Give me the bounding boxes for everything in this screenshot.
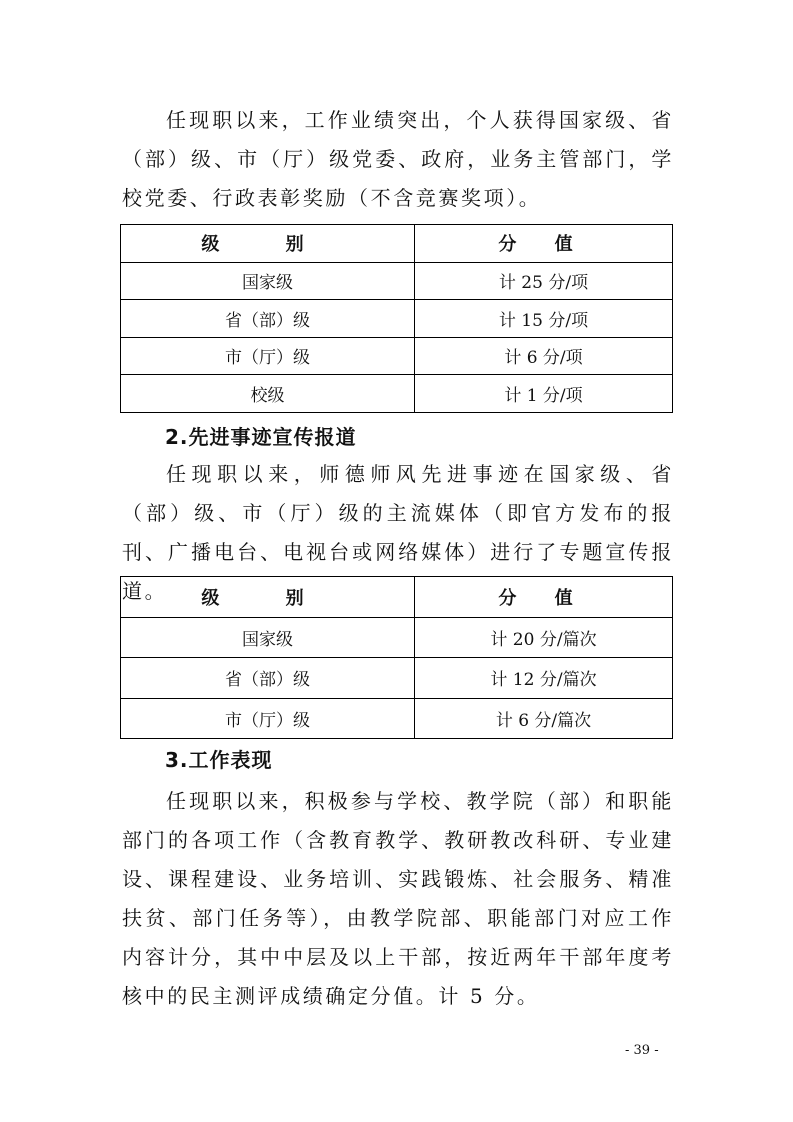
level-cell: 国家级 <box>121 262 415 300</box>
level-cell: 省（部）级 <box>121 300 415 338</box>
level-cell: 省（部）级 <box>121 658 415 699</box>
header-level: 级 别 <box>121 577 415 618</box>
table-header-row <box>121 577 673 618</box>
section2-heading: 2.先进事迹宣传报道 <box>165 425 357 449</box>
header-score: 分 值 <box>415 225 673 263</box>
level-cell: 市（厅）级 <box>121 337 415 375</box>
table-row <box>121 337 673 375</box>
page-number: - 39 - <box>625 1043 659 1058</box>
score-cell: 计 20 分/篇次 <box>415 617 673 658</box>
media-report-score-table <box>120 576 673 739</box>
table-row <box>121 262 673 300</box>
award-score-table <box>120 224 673 413</box>
level-cell: 国家级 <box>121 617 415 658</box>
score-cell: 计 1 分/项 <box>415 375 673 413</box>
score-cell: 计 12 分/篇次 <box>415 658 673 699</box>
section2-paragraph: 任现职以来，师德师风先进事迹在国家级、省（部）级、市（厅）级的主流媒体（即官方发布的报刊、广播电台、电视台或网络媒体）进行了专题宣传报道。 <box>122 462 674 603</box>
score-cell: 计 6 分/项 <box>415 337 673 375</box>
level-cell: 校级 <box>121 375 415 413</box>
level-cell: 市（厅）级 <box>121 698 415 739</box>
score-cell: 计 15 分/项 <box>415 300 673 338</box>
table-row <box>121 375 673 413</box>
section1-paragraph: 任现职以来，工作业绩突出，个人获得国家级、省（部）级、市（厅）级党委、政府，业务主管部门，学校党委、行政表彰奖励（不含竞赛奖项）。 <box>122 108 674 210</box>
section3-heading: 3.工作表现 <box>165 748 273 772</box>
table-row <box>121 617 673 658</box>
section3-paragraph: 任现职以来，积极参与学校、教学院（部）和职能部门的各项工作（含教育教学、教研教改科研、专业建设、课程建设、业务培训、实践锻炼、社会服务、精准扶贫、部门任务等），由教学院部、职能部门对应工作内容计分，其中中层及以上干部，按近两年干部年度考核中的民主测评成绩确定分值。计 5 分。 <box>122 789 674 1008</box>
table-row <box>121 698 673 739</box>
score-cell: 计 25 分/项 <box>415 262 673 300</box>
header-score: 分 值 <box>415 577 673 618</box>
score-cell: 计 6 分/篇次 <box>415 698 673 739</box>
table-row <box>121 300 673 338</box>
table-header-row <box>121 225 673 263</box>
header-level: 级 别 <box>121 225 415 263</box>
table-row <box>121 658 673 699</box>
